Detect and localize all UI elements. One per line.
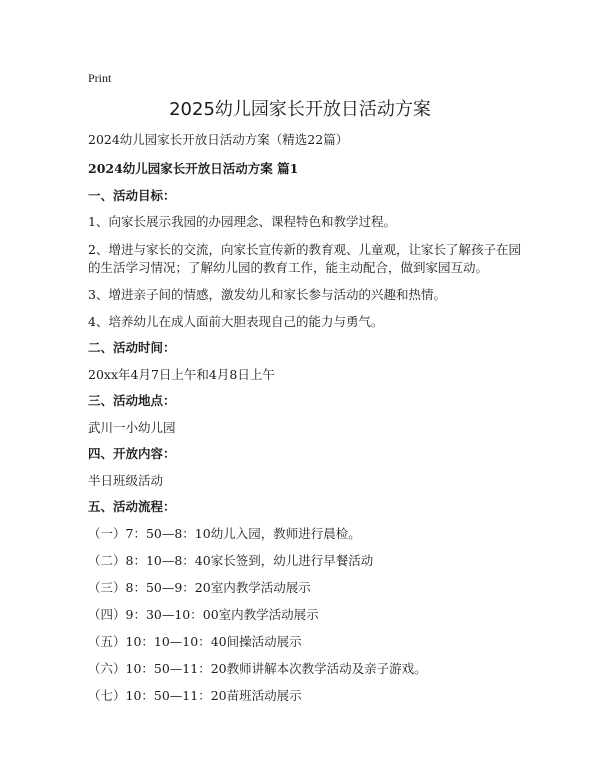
print-label: Print (88, 71, 112, 85)
schedule-item: （二）8：10—8：40家长签到，幼儿进行早餐活动 (88, 553, 374, 568)
document-title: 2025幼儿园家长开放日活动方案 (169, 99, 431, 120)
goal-item: 2、增进与家长的交流，向家长宣传新的教育观、儿童观，让家长了解孩子在园的生活学习情况；了解幼儿园的教育工作，能主动配合，做到家园互动。 (88, 242, 521, 275)
schedule-item: （三）8：50—9：20室内教学活动展示 (88, 580, 311, 595)
article-heading: 2024幼儿园家长开放日活动方案 篇1 (88, 161, 299, 176)
schedule-item: （五）10：10—10：40间操活动展示 (88, 634, 302, 649)
open-content: 半日班级活动 (88, 473, 164, 488)
activity-location: 武川一小幼儿园 (88, 420, 176, 435)
section-heading-schedule: 五、活动流程： (88, 499, 176, 514)
goal-item: 4、培养幼儿在成人面前大胆表现自己的能力与勇气。 (88, 314, 384, 329)
activity-time: 20xx年4月7日上午和4月8日上午 (88, 367, 275, 382)
goal-item: 3、增进亲子间的情感，激发幼儿和家长参与活动的兴趣和热情。 (88, 287, 446, 302)
section-heading-location: 三、活动地点： (88, 393, 176, 408)
schedule-item: （七）10：50—11：20苗班活动展示 (88, 688, 302, 703)
goal-item: 1、向家长展示我园的办园理念、课程特色和教学过程。 (88, 214, 396, 229)
document-subtitle: 2024幼儿园家长开放日活动方案（精选22篇） (88, 132, 349, 147)
section-heading-content: 四、开放内容： (88, 446, 176, 461)
section-heading-time: 二、活动时间： (88, 340, 176, 355)
section-heading-goals: 一、活动目标： (88, 188, 176, 203)
schedule-item: （四）9：30—10：00室内教学活动展示 (88, 607, 319, 622)
schedule-item: （六）10：50—11：20教师讲解本次教学活动及亲子游戏。 (88, 661, 427, 676)
schedule-item: （一）7：50—8：10幼儿入园，教师进行晨检。 (88, 526, 361, 541)
